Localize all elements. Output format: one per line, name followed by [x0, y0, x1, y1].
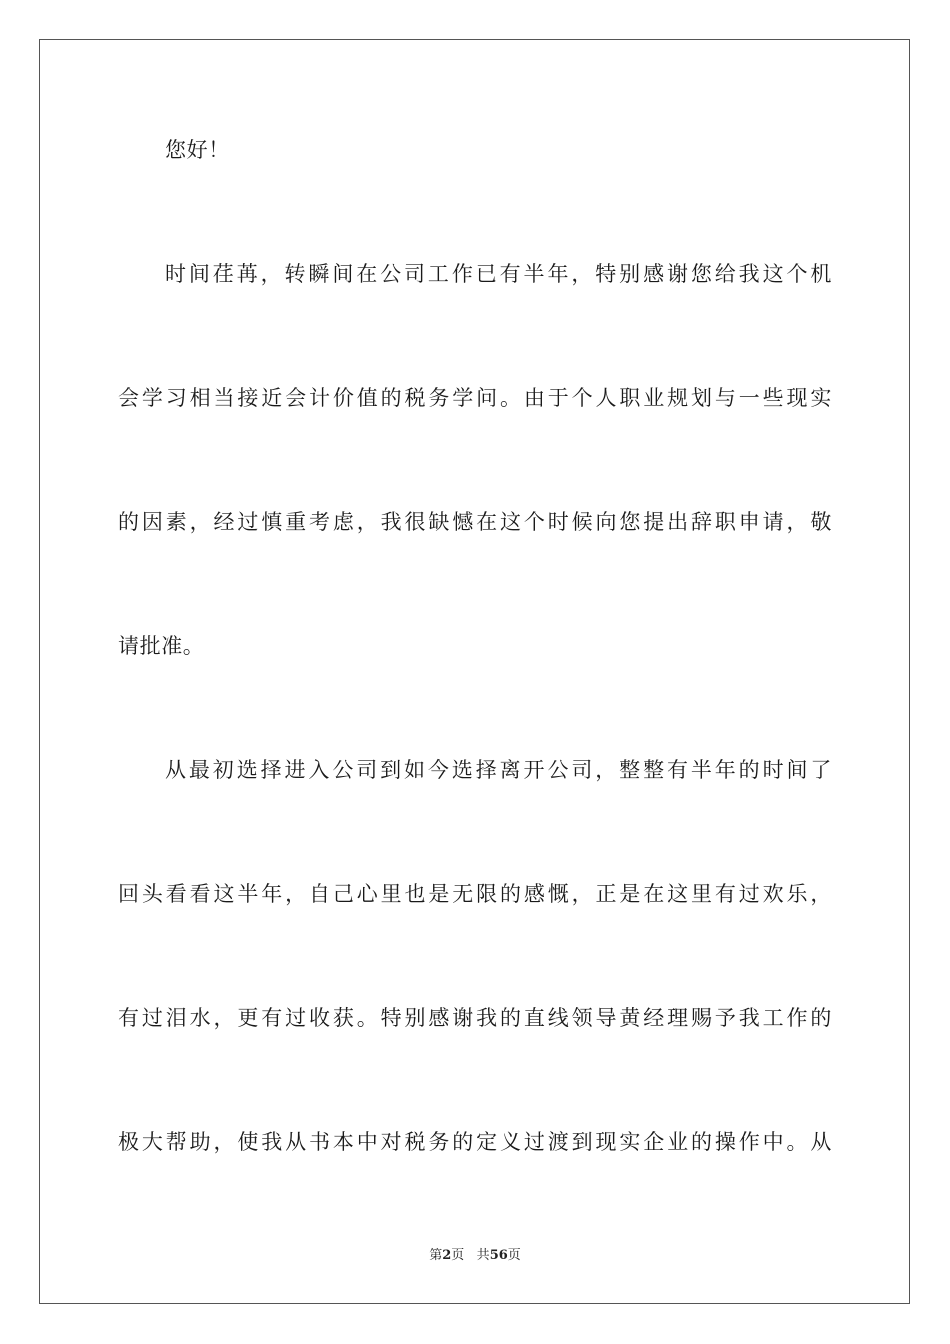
greeting-line: 您好！: [165, 138, 230, 162]
page-prefix: 第: [429, 1248, 443, 1263]
paragraph-2-line-2: 回头看看这半年，自己心里也是无限的感慨，正是在这里有过欢乐，: [118, 882, 832, 906]
paragraph-1-line-2: 会学习相当接近会计价值的税务学问。由于个人职业规划与一些现实: [118, 386, 832, 410]
paragraph-1-line-3: 的因素，经过慎重考虑，我很缺憾在这个时候向您提出辞职申请，敬: [118, 510, 832, 534]
page-frame: [39, 39, 910, 1304]
total-suffix: 页: [507, 1248, 521, 1263]
total-prefix: 共: [476, 1248, 490, 1263]
paragraph-2-line-4: 极大帮助，使我从书本中对税务的定义过渡到现实企业的操作中。从: [118, 1130, 832, 1154]
page-number: 2: [442, 1248, 452, 1263]
paragraph-1-line-4: 请批准。: [118, 634, 205, 658]
paragraph-2-line-1: 从最初选择进入公司到如今选择离开公司，整整有半年的时间了: [165, 758, 832, 782]
paragraph-2-line-3: 有过泪水，更有过收获。特别感谢我的直线领导黄经理赐予我工作的: [118, 1006, 832, 1030]
paragraph-1-line-1: 时间荏苒，转瞬间在公司工作已有半年，特别感谢您给我这个机: [165, 262, 832, 286]
page-footer: [0, 1247, 950, 1265]
page-suffix: 页: [451, 1248, 465, 1263]
total-pages: 56: [489, 1248, 508, 1263]
